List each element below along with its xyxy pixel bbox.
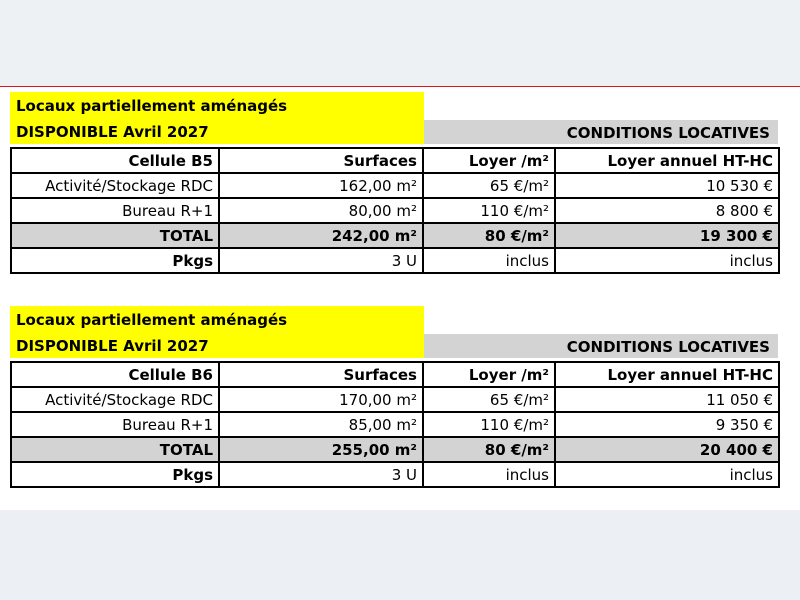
table-cell: 255,00 m² (219, 437, 423, 462)
parking-row (11, 462, 779, 487)
table-cell: inclus (423, 462, 555, 487)
slide-header-band (0, 0, 800, 86)
lease-table (10, 361, 780, 488)
availability-date: DISPONIBLE Avril 2027 (16, 337, 209, 355)
total-row (11, 223, 779, 248)
table-header-row (11, 148, 779, 173)
conditions-bar (424, 334, 778, 358)
header-cell: Cellule B6 (11, 362, 219, 387)
table-cell: Bureau R+1 (11, 412, 219, 437)
table-cell: inclus (555, 248, 779, 273)
table-row (11, 173, 779, 198)
header-cell: Surfaces (219, 148, 423, 173)
block-subtitle: Locaux partiellement aménagés (16, 97, 288, 115)
table-cell: 162,00 m² (219, 173, 423, 198)
table-header-row (11, 362, 779, 387)
table-cell: 3 U (219, 248, 423, 273)
lease-block-b5 (10, 92, 778, 282)
table-cell: TOTAL (11, 223, 219, 248)
header-divider (0, 86, 800, 87)
table-cell: 80 €/m² (423, 437, 555, 462)
header-cell: Loyer annuel HT-HC (555, 362, 779, 387)
header-cell: Cellule B5 (11, 148, 219, 173)
parking-row (11, 248, 779, 273)
table-cell: inclus (555, 462, 779, 487)
table-cell: 85,00 m² (219, 412, 423, 437)
availability-highlight (10, 306, 424, 358)
table-row (11, 198, 779, 223)
table-cell: inclus (423, 248, 555, 273)
block-subtitle: Locaux partiellement aménagés (16, 311, 288, 329)
header-cell: Loyer annuel HT-HC (555, 148, 779, 173)
table-cell: 9 350 € (555, 412, 779, 437)
conditions-label: CONDITIONS LOCATIVES (566, 124, 770, 142)
header-cell: Loyer /m² (423, 148, 555, 173)
table-cell: Pkgs (11, 248, 219, 273)
table-cell: 10 530 € (555, 173, 779, 198)
lease-table (10, 147, 780, 274)
table-cell: Activité/Stockage RDC (11, 387, 219, 412)
table-cell: Activité/Stockage RDC (11, 173, 219, 198)
table-cell: 65 €/m² (423, 387, 555, 412)
table-cell: TOTAL (11, 437, 219, 462)
table-cell: Pkgs (11, 462, 219, 487)
table-cell: 3 U (219, 462, 423, 487)
table-cell: 11 050 € (555, 387, 779, 412)
conditions-bar (424, 120, 778, 144)
availability-date: DISPONIBLE Avril 2027 (16, 123, 209, 141)
header-cell: Surfaces (219, 362, 423, 387)
table-cell: 19 300 € (555, 223, 779, 248)
table-cell: 242,00 m² (219, 223, 423, 248)
table-row (11, 412, 779, 437)
availability-highlight (10, 92, 424, 144)
header-cell: Loyer /m² (423, 362, 555, 387)
table-cell: 80 €/m² (423, 223, 555, 248)
table-cell: Bureau R+1 (11, 198, 219, 223)
conditions-label: CONDITIONS LOCATIVES (566, 338, 770, 356)
table-cell: 8 800 € (555, 198, 779, 223)
table-cell: 65 €/m² (423, 173, 555, 198)
table-cell: 110 €/m² (423, 412, 555, 437)
table-cell: 110 €/m² (423, 198, 555, 223)
table-row (11, 387, 779, 412)
table-cell: 170,00 m² (219, 387, 423, 412)
total-row (11, 437, 779, 462)
table-cell: 80,00 m² (219, 198, 423, 223)
lease-block-b6 (10, 306, 778, 496)
table-cell: 20 400 € (555, 437, 779, 462)
